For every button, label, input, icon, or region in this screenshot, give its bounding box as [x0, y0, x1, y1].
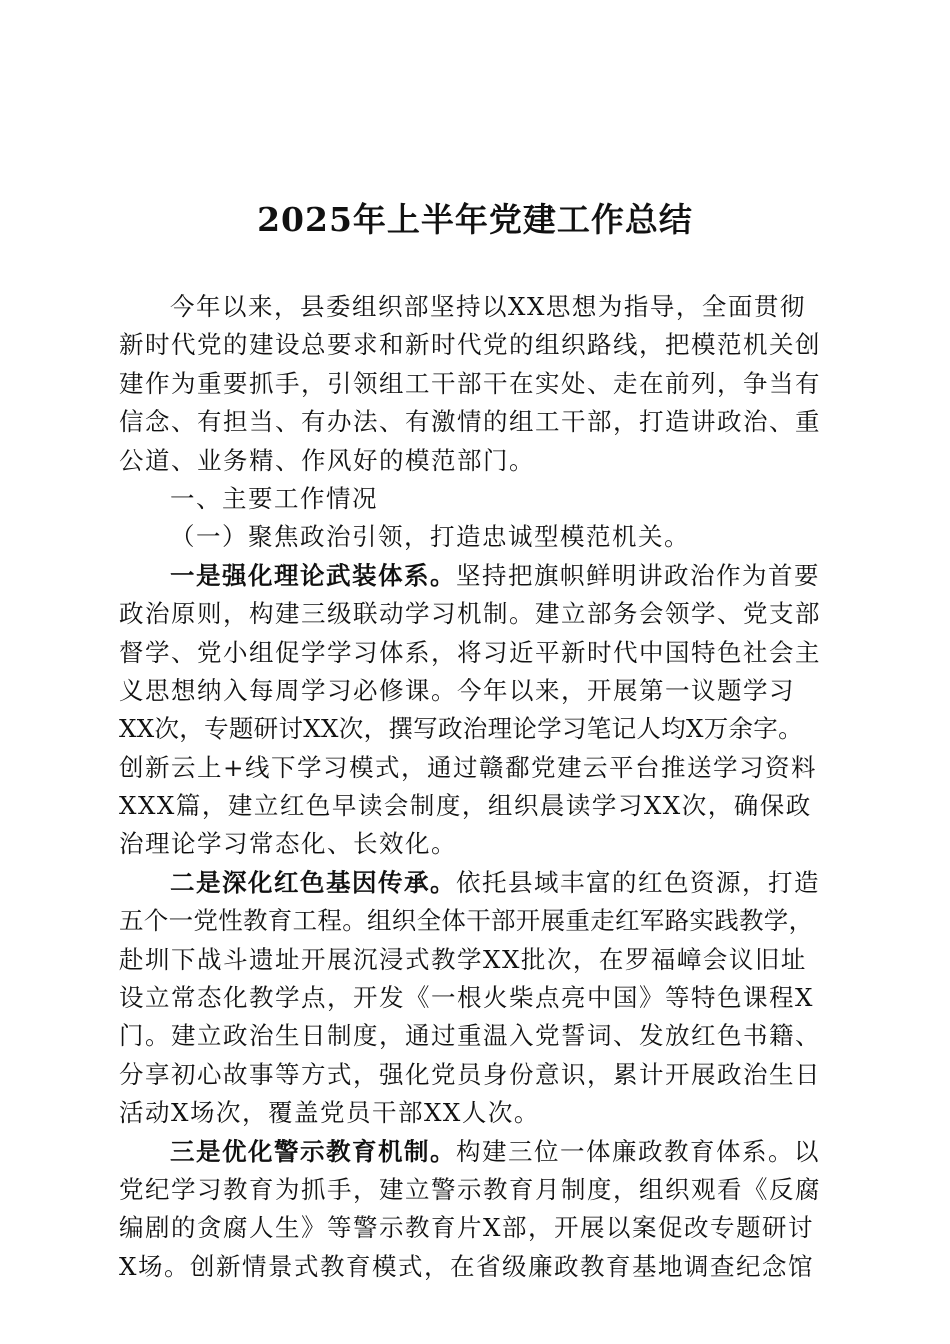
line-text: 活动X场次，覆盖党员干部XX人次。: [119, 1098, 540, 1128]
paragraph-line: [119, 979, 835, 1017]
line-text: 督学、党小组促学学习体系，将习近平新时代中国特色社会主: [119, 637, 821, 667]
document-title: 2025年上半年党建工作总结: [257, 200, 693, 239]
paragraph-line: [119, 787, 835, 825]
line-text: 设立常态化教学点，开发《一根火柴点亮中国》等特色课程X: [119, 983, 814, 1013]
line-text: 党纪学习教育为抓手，建立警示教育月制度，组织观看《反腐: [119, 1174, 821, 1204]
paragraph-line: [119, 902, 835, 940]
line-text: 依托县域丰富的红色资源，打造: [456, 867, 820, 897]
line-text: 门。建立政治生日制度，通过重温入党誓词、发放红色书籍、: [119, 1021, 821, 1051]
document-body: [119, 288, 835, 1286]
paragraph-line: [119, 288, 835, 326]
line-text: 编剧的贪腐人生》等警示教育片X部，开展以案促改专题研讨: [119, 1213, 814, 1243]
paragraph-lead-line: [119, 864, 835, 902]
line-text: （一）聚焦政治引领，打造忠诚型模范机关。: [170, 522, 690, 552]
line-text: XXX篇，建立红色早读会制度，组织晨读学习XX次，确保政: [119, 791, 812, 821]
line-text: 建作为重要抓手，引领组工干部干在实处、走在前列，争当有: [119, 368, 821, 398]
line-text: 政治原则，构建三级联动学习机制。建立部务会领学、党支部: [119, 599, 821, 629]
paragraph-line: [119, 1209, 835, 1247]
line-text: 义思想纳入每周学习必修课。今年以来，开展第一议题学习: [119, 675, 795, 705]
paragraph-line: [119, 1017, 835, 1055]
line-text: 公道、业务精、作风好的模范部门。: [119, 445, 535, 475]
paragraph-line: [119, 365, 835, 403]
paragraph-line: [119, 480, 835, 518]
paragraph-line: [119, 825, 835, 863]
line-text: 分享初心故事等方式，强化党员身份意识，累计开展政治生日: [119, 1059, 821, 1089]
paragraph-line: [119, 403, 835, 441]
paragraph-line: [119, 749, 835, 787]
paragraph-line: [119, 941, 835, 979]
line-text: 信念、有担当、有办法、有激情的组工干部，打造讲政治、重: [119, 407, 821, 437]
paragraph-line: [119, 634, 835, 672]
line-text: 坚持把旗帜鲜明讲政治作为首要: [456, 560, 820, 590]
paragraph-line: [119, 442, 835, 480]
paragraph-lead-line: [119, 1133, 835, 1171]
line-text: 新时代党的建设总要求和新时代党的组织路线，把模范机关创: [119, 330, 821, 360]
paragraph-line: [119, 326, 835, 364]
bold-lead-phrase: 一是强化理论武装体系。: [170, 560, 456, 590]
paragraph-line: [119, 1248, 835, 1286]
line-text: 治理论学习常态化、长效化。: [119, 829, 457, 859]
line-text: 创新云上+线下学习模式，通过赣鄱党建云平台推送学习资料: [119, 752, 818, 782]
line-text: 赴圳下战斗遗址开展沉浸式教学XX批次，在罗福嶂会议旧址: [119, 944, 807, 974]
line-text: 构建三位一体廉政教育体系。以: [456, 1136, 820, 1166]
paragraph-lead-line: [119, 557, 835, 595]
paragraph-line: [119, 710, 835, 748]
paragraph-line: [119, 518, 835, 556]
line-text: 五个一党性教育工程。组织全体干部开展重走红军路实践教学，: [119, 906, 814, 936]
line-text: 今年以来，县委组织部坚持以XX思想为指导，全面贯彻: [170, 292, 806, 321]
paragraph-line: [119, 1094, 835, 1132]
paragraph-line: [119, 1171, 835, 1209]
paragraph-line: [119, 672, 835, 710]
line-text: 一、主要工作情况: [170, 483, 378, 513]
bold-lead-phrase: 二是深化红色基因传承。: [170, 867, 456, 897]
line-text: XX次，专题研讨XX次，撰写政治理论学习笔记人均X万余字。: [119, 714, 803, 744]
bold-lead-phrase: 三是优化警示教育机制。: [170, 1136, 456, 1166]
paragraph-line: [119, 595, 835, 633]
line-text: X场。创新情景式教育模式，在省级廉政教育基地调查纪念馆: [119, 1251, 814, 1281]
paragraph-line: [119, 1056, 835, 1094]
